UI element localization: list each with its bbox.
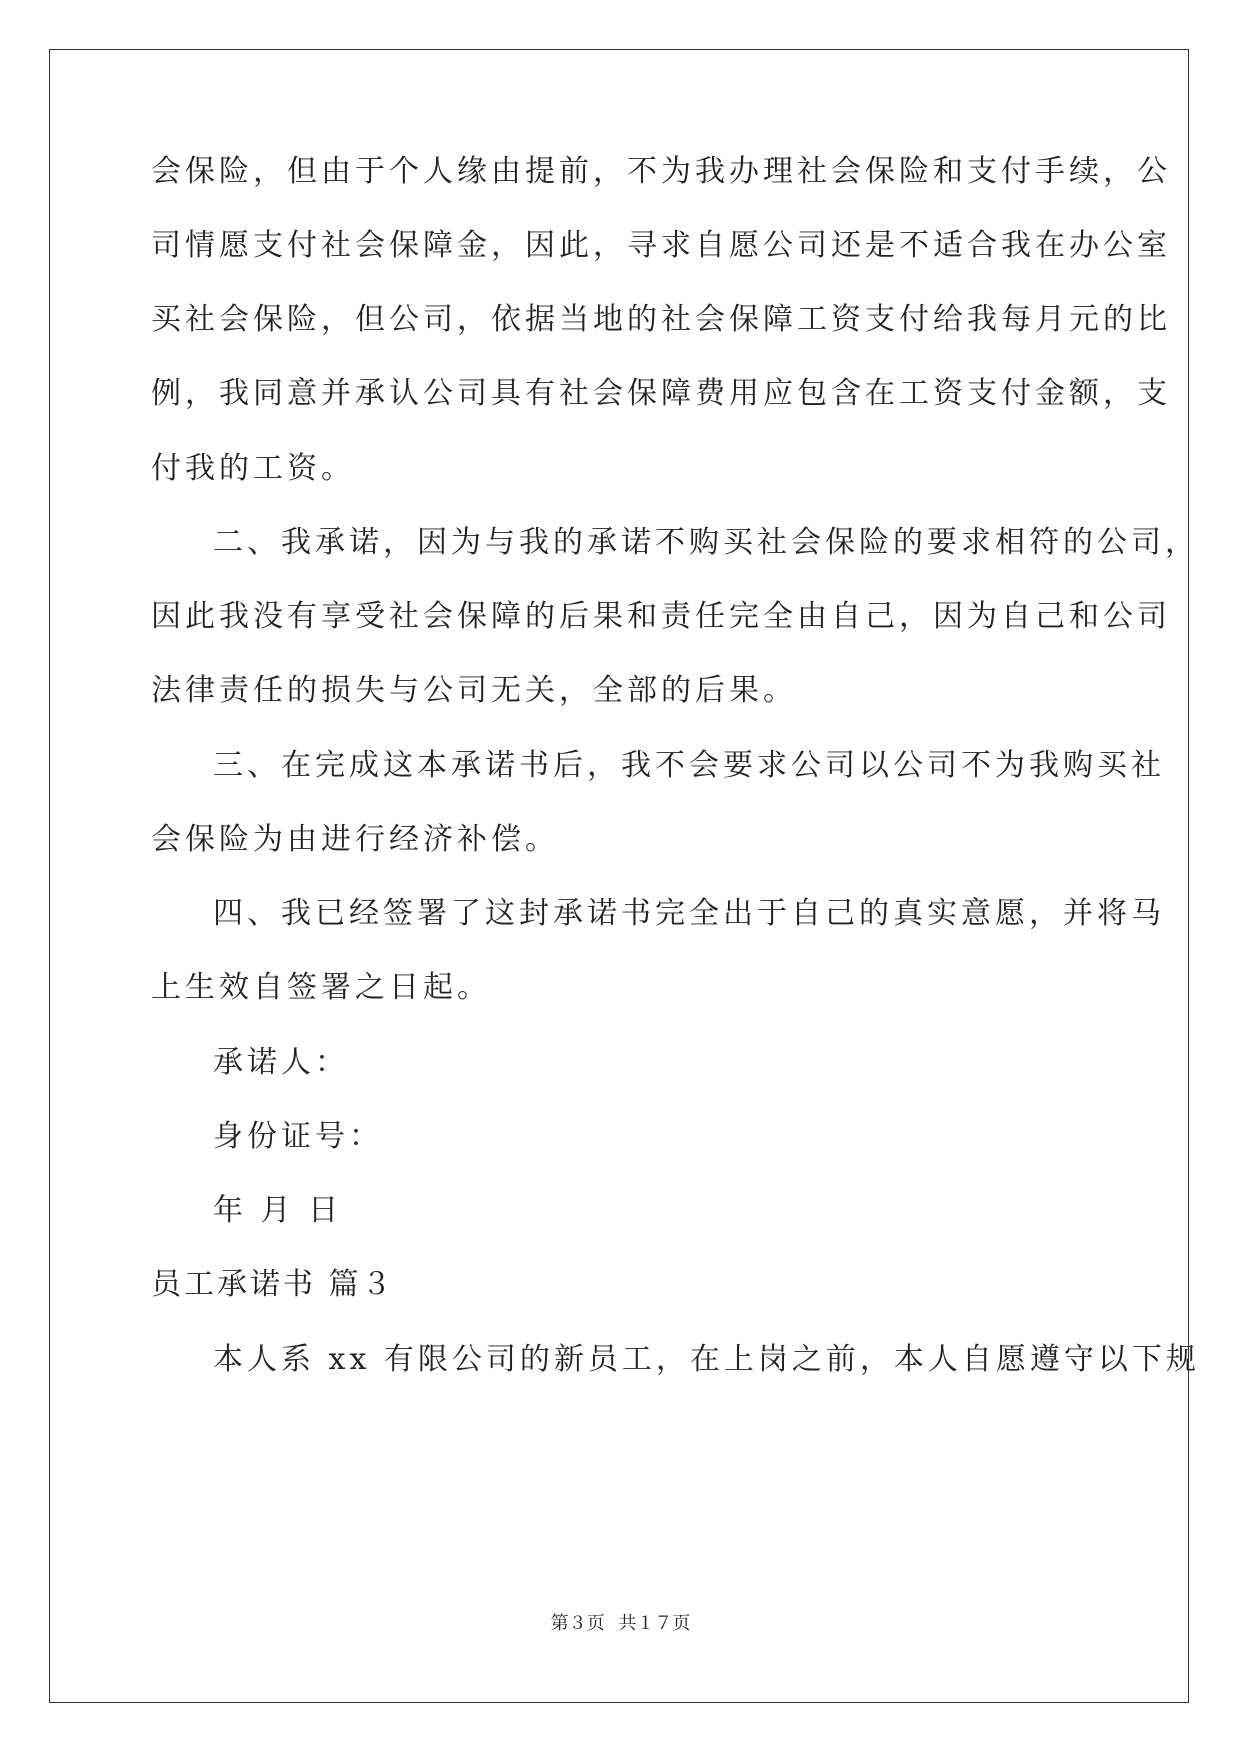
paragraph-four-start: 四、我已经签署了这封承诺书完全出于自己的真实意愿，并将马 [213, 896, 1165, 931]
page-footer [0, 1612, 1241, 1636]
text-line: 司情愿支付社会保障金，因此，寻求自愿公司还是不适合我在办公室 [151, 228, 1171, 263]
text-line: 付我的工资。 [151, 451, 355, 486]
paragraph-two-start: 二、我承诺，因为与我的承诺不购买社会保险的要求相符的公司， [213, 525, 1199, 560]
id-number-label: 身份证号： [213, 1119, 383, 1154]
page-total: 共１７页 [618, 1613, 691, 1634]
text-line: 会保险为由进行经济补偿。 [151, 822, 559, 857]
text-line: 会保险，但由于个人缘由提前，不为我办理社会保险和支付手续，公 [151, 154, 1171, 189]
section-heading: 员工承诺书 篇３ [151, 1267, 395, 1302]
text-line: 因此我没有享受社会保障的后果和责任完全由自己，因为自己和公司 [151, 599, 1171, 634]
text-line: 法律责任的损失与公司无关，全部的后果。 [151, 673, 797, 708]
page-border [49, 49, 1189, 1703]
text-line: 本人系 xx 有限公司的新员工，在上岗之前，本人自愿遵守以下规 [213, 1342, 1200, 1377]
text-line: 上生效自签署之日起。 [151, 970, 491, 1005]
paragraph-three-start: 三、在完成这本承诺书后，我不会要求公司以公司不为我购买社 [213, 748, 1165, 783]
page-number: 第３页 [550, 1613, 605, 1634]
text-line: 买社会保险，但公司，依据当地的社会保障工资支付给我每月元的比 [151, 302, 1171, 337]
text-line: 例，我同意并承认公司具有社会保障费用应包含在工资支付金额，支 [151, 376, 1171, 411]
date-label: 年 月 日 [213, 1193, 343, 1228]
promisor-label: 承诺人： [213, 1045, 349, 1080]
